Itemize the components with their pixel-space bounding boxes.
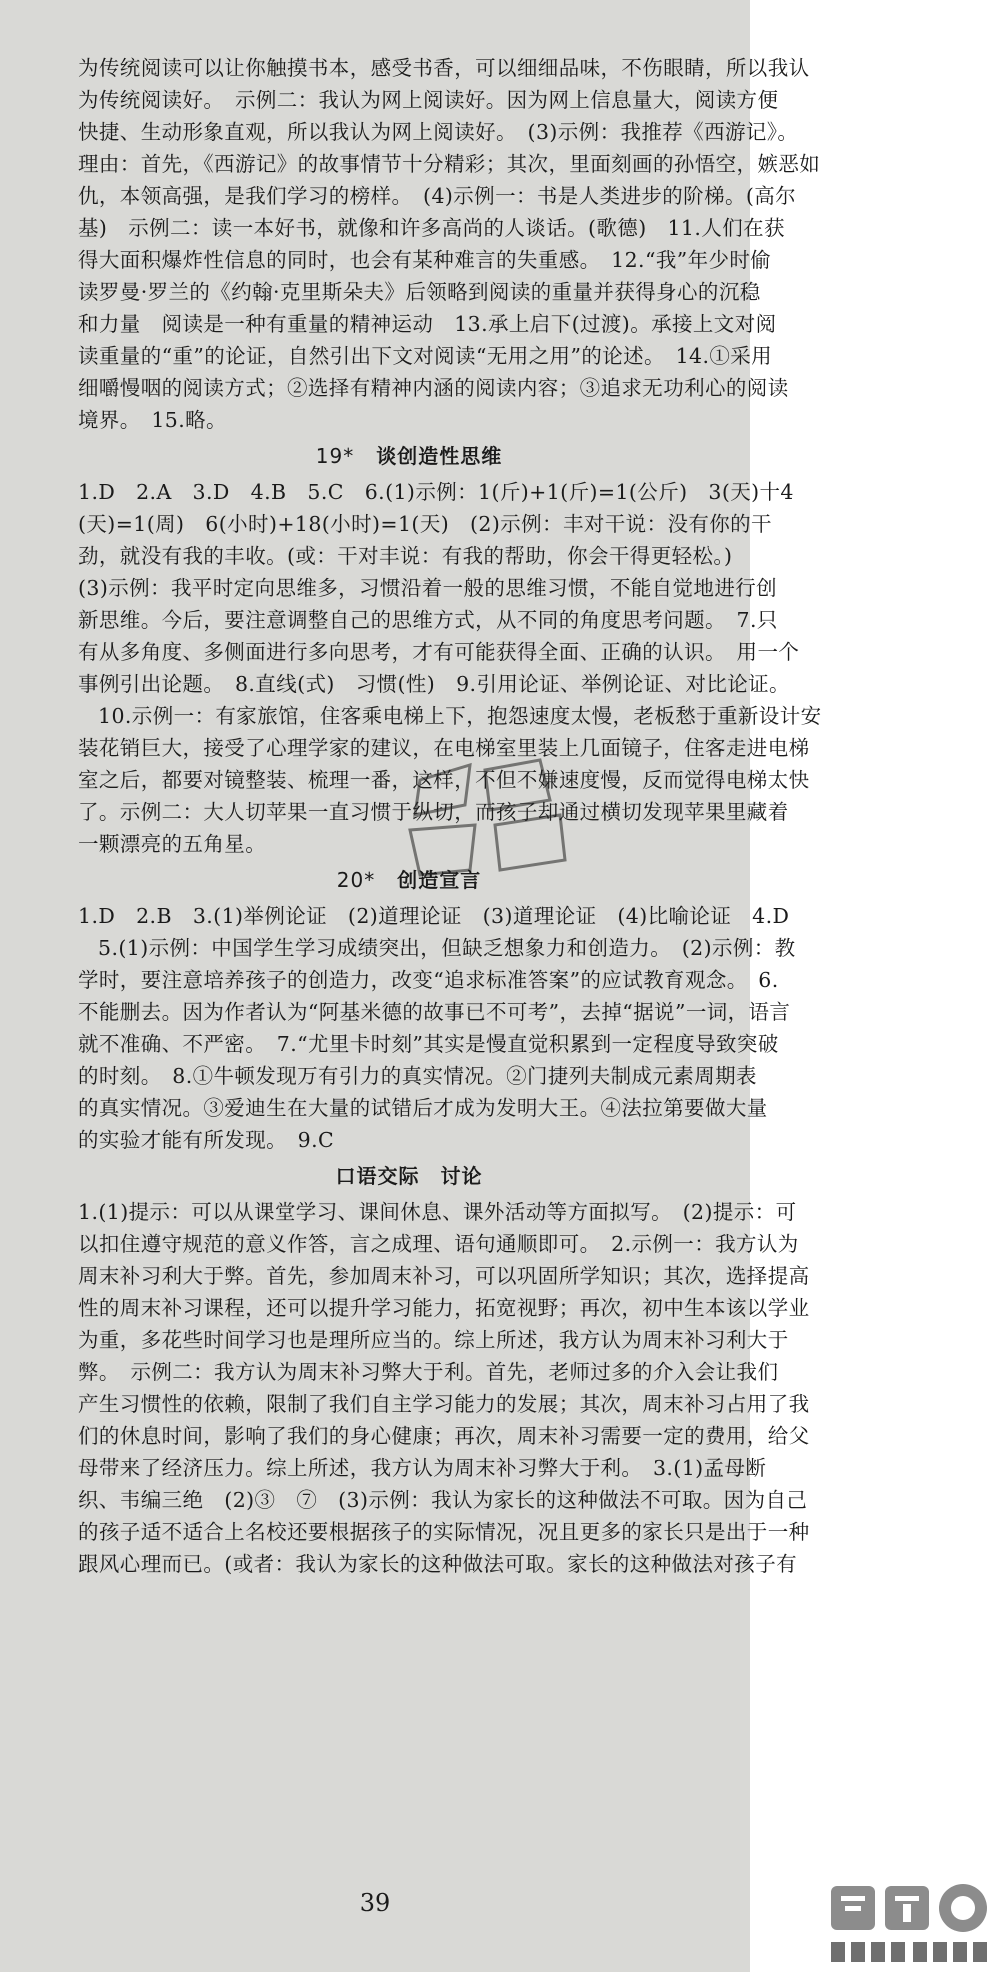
intro-line: 理由：首先，《西游记》的故事情节十分精彩；其次，里面刻画的孙悟空，嫉恶如: [78, 152, 821, 176]
page-number: 39: [359, 1889, 391, 1917]
section-19-line: (天)=1(周) 6(小时)+18(小时)=1(天) (2)示例：丰对干说：没有你的干: [78, 512, 772, 536]
section-20-line: 不能删去。因为作者认为“阿基米德的故事已不可考”，去掉“据说”一词，语言: [78, 1000, 791, 1024]
oral-communication-line: 们的休息时间，影响了我们的身心健康；再次，周末补习需要一定的费用，给父: [78, 1424, 810, 1448]
intro-line: 仇，本领高强，是我们学习的榜样。 (4)示例一：书是人类进步的阶梯。(高尔: [78, 184, 797, 208]
section-19-line: 一颗漂亮的五角星。: [78, 832, 267, 856]
section-19-line: 装花销巨大，接受了心理学家的建议，在电梯室里装上几面镜子，住客走进电梯: [78, 736, 810, 760]
section-19-line: 10.示例一：有家旅馆，住客乘电梯上下，抱怨速度太慢，老板愁于重新设计安: [98, 704, 822, 728]
section-20-answers: [78, 900, 796, 1156]
section-20-line: 学时，要注意培养孩子的创造力，改变“追求标准答案”的应试教育观念。 6.: [78, 968, 779, 992]
section-19-title: 谈创造性思维: [376, 444, 503, 468]
section-19-line: 劲，就没有我的丰收。(或：干对丰说：有我的帮助，你会干得更轻松。): [78, 544, 733, 568]
answer-site-logo: [825, 1880, 995, 1968]
oral-communication-line: 母带来了经济压力。综上所述，我方认为周末补习弊大于利。 3.(1)孟母断: [78, 1456, 767, 1480]
oral-communication-heading: [78, 1156, 740, 1196]
intro-line: 境界。 15.略。: [78, 408, 227, 432]
oral-communication-line: 周末补习利大于弊。首先，参加周末补习，可以巩固所学知识；其次，选择提高: [78, 1264, 810, 1288]
section-19-heading: [78, 436, 740, 476]
oral-communication-title: 口语交际 讨论: [335, 1164, 483, 1188]
section-19-answers: [78, 476, 822, 860]
section-20-heading: [78, 860, 740, 900]
intro-line: 为传统阅读可以让你触摸书本，感受书香，可以细细品味，不伤眼睛，所以我认: [78, 56, 810, 80]
oral-communication-line: 织、韦编三绝 (2)③ ⑦ (3)示例：我认为家长的这种做法不可取。因为自己: [78, 1488, 808, 1512]
section-20-title: 创造宣言: [397, 868, 482, 892]
oral-communication-line: 以扣住遵守规范的意义作答，言之成理、语句通顺即可。 2.示例一：我方认为: [78, 1232, 799, 1256]
section-19-number: 19*: [315, 444, 355, 468]
answer-text-block: [78, 52, 822, 1580]
intro-line: 为传统阅读好。 示例二：我认为网上阅读好。因为网上信息量大，阅读方便: [78, 88, 779, 112]
intro-line: 得大面积爆炸性信息的同时，也会有某种难言的失重感。 12.“我”年少时偷: [78, 248, 772, 272]
oral-communication-line: 为重，多花些时间学习也是理所应当的。综上所述，我方认为周末补习利大于: [78, 1328, 789, 1352]
section-20-line: 1.D 2.B 3.(1)举例论证 (2)道理论证 (3)道理论证 (4)比喻论证 4.D: [78, 904, 790, 928]
oral-communication-line: 弊。 示例二：我方认为周末补习弊大于利。首先，老师过多的介入会让我们: [78, 1360, 779, 1384]
section-20-line: 的时刻。 8.①牛顿发现万有引力的真实情况。②门捷列夫制成元素周期表: [78, 1064, 757, 1088]
section-19-line: 新思维。今后，要注意调整自己的思维方式，从不同的角度思考问题。 7.只: [78, 608, 778, 632]
intro-line: 细嚼慢咽的阅读方式；②选择有精神内涵的阅读内容；③追求无功利心的阅读: [78, 376, 789, 400]
oral-communication-line: 的孩子适不适合上名校还要根据孩子的实际情况，况且更多的家长只是出于一种: [78, 1520, 810, 1544]
section-20-line: 5.(1)示例：中国学生学习成绩突出，但缺乏想象力和创造力。 (2)示例：教: [98, 936, 796, 960]
intro-paragraph: [78, 52, 821, 436]
section-19-line: 1.D 2.A 3.D 4.B 5.C 6.(1)示例：1(斤)+1(斤)=1(公斤) 3(天)十4: [78, 480, 794, 504]
section-20-line: 就不准确、不严密。 7.“尤里卡时刻”其实是慢直觉积累到一定程度导致突破: [78, 1032, 779, 1056]
section-19-line: 有从多角度、多侧面进行多向思考，才有可能获得全面、正确的认识。 用一个: [78, 640, 800, 664]
intro-line: 和力量 阅读是一种有重量的精神运动 13.承上启下(过渡)。承接上文对阅: [78, 312, 777, 336]
oral-communication-line: 产生习惯性的依赖，限制了我们自主学习能力的发展；其次，周末补习占用了我: [78, 1392, 810, 1416]
section-19-line: (3)示例：我平时定向思维多，习惯沿着一般的思维习惯，不能自觉地进行创: [78, 576, 778, 600]
oral-communication-line: 1.(1)提示：可以从课堂学习、课间休息、课外活动等方面拟写。 (2)提示：可: [78, 1200, 797, 1224]
section-19-line: 了。示例二：大人切苹果一直习惯于纵切，而孩子却通过横切发现苹果里藏着: [78, 800, 789, 824]
oral-communication-answers: [78, 1196, 810, 1580]
intro-line: 读罗曼·罗兰的《约翰·克里斯朵夫》后领略到阅读的重量并获得身心的沉稳: [78, 280, 761, 304]
intro-line: 基) 示例二：读一本好书，就像和许多高尚的人谈话。(歌德) 11.人们在获: [78, 216, 785, 240]
section-20-line: 的实验才能有所发现。 9.C: [78, 1128, 335, 1152]
section-19-line: 室之后，都要对镜整装、梳理一番，这样，不但不嫌速度慢，反而觉得电梯太快: [78, 768, 810, 792]
section-20-number: 20*: [336, 868, 376, 892]
intro-line: 快捷、生动形象直观，所以我认为网上阅读好。 (3)示例：我推荐《西游记》。: [78, 120, 799, 144]
oral-communication-line: 性的周末补习课程，还可以提升学习能力，拓宽视野；再次，初中生本该以学业: [78, 1296, 810, 1320]
oral-communication-line: 跟风心理而已。(或者：我认为家长的这种做法可取。家长的这种做法对孩子有: [78, 1552, 797, 1576]
section-20-line: 的真实情况。③爱迪生在大量的试错后才成为发明大王。④法拉第要做大量: [78, 1096, 768, 1120]
intro-line: 读重量的“重”的论证，自然引出下文对阅读“无用之用”的论述。 14.①采用: [78, 344, 773, 368]
section-19-line: 事例引出论题。 8.直线(式) 习惯(性) 9.引用论证、举例论证、对比论证。: [78, 672, 790, 696]
